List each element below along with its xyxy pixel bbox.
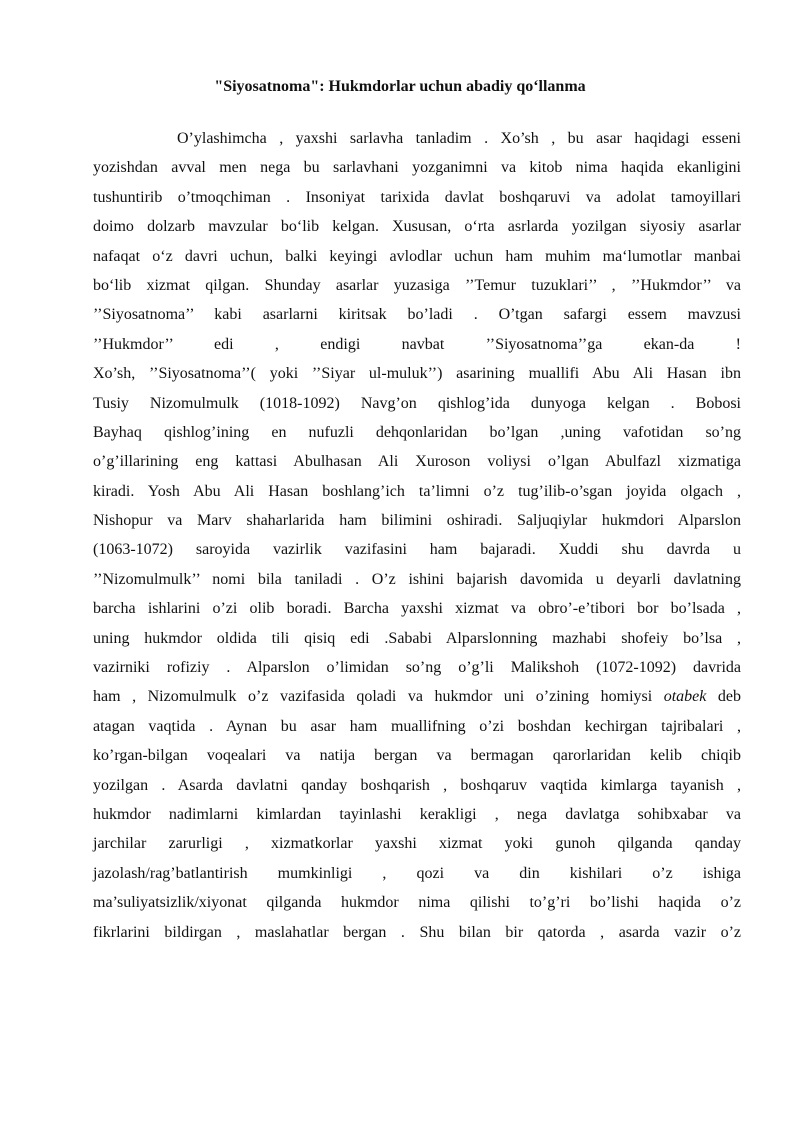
paragraph-line: fikrlarini bildirgan , maslahatlar bergan . Shu bilan bir qatorda , asarda vazir o’z [93, 923, 741, 941]
line-text: ham , Nizomulmulk o’z vazifasida qoladi va hukmdor uni o’zining homiysi [93, 688, 653, 706]
paragraph-line: jazolash/rag’batlantirish mumkinligi , qozi va din kishilari o’z ishiga [93, 864, 741, 882]
paragraph-line: ko’rgan-bilgan voqealari va natija bergan va bermagan qarorlaridan kelib chiqib [93, 747, 741, 765]
paragraph-line: Bayhaq qishlog’ining en nufuzli dehqonlaridan bo’lgan ,uning vafotidan so’ng [93, 423, 741, 441]
paragraph-line: nafaqat o‘z davri uchun, balki keyingi avlodlar uchun ham muhim ma‘lumotlar manbai [93, 247, 741, 265]
paragraph-line: Nishopur va Marv shaharlarida ham bilimini oshiradi. Saljuqiylar hukmdori Alparslon [93, 512, 741, 530]
paragraph-line: ’’Hukmdor’’ edi , endigi navbat ’’Siyosatnoma’’ga ekan-da ! [93, 335, 741, 353]
paragraph-line: (1063-1072) saroyida vazirlik vazifasini ham bajaradi. Xuddi shu davrda u [93, 541, 741, 559]
paragraph-line: yozishdan avval men nega bu sarlavhani yozganimni va kitob nima haqida ekanligini [93, 159, 741, 177]
paragraph-line: yozilgan . Asarda davlatni qanday boshqarish , boshqaruv vaqtida kimlarga tayanish , [93, 776, 741, 794]
document-title: "Siyosatnoma": Hukmdorlar uchun abadiy qo‘llanma [214, 78, 586, 95]
paragraph-line: vazirniki rofiziy . Alparslon o’limidan so’ng o’g’li Malikshoh (1072-1092) davrida [93, 659, 741, 677]
paragraph-line: kiradi. Yosh Abu Ali Hasan boshlang’ich ta’limni o’z tug’ilib-o’sgan joyida olgach , [93, 482, 741, 500]
paragraph-line: ’’Siyosatnoma’’ kabi asarlarni kiritsak bo’ladi . O’tgan safargi essem mavzusi [93, 306, 741, 324]
paragraph-line: ma’suliyatsizlik/xiyonat qilganda hukmdor nima qilishi to’g’ri bo’lishi haqida o’z [93, 894, 741, 912]
paragraph-line: O’ylashimcha , yaxshi sarlavha tanladim . Xo’sh , bu asar haqidagi esseni [177, 130, 741, 147]
paragraph-line: bo‘lib xizmat qilgan. Shunday asarlar yuzasiga ’’Temur tuzuklari’’ , ’’Hukmdor’’ va [93, 276, 741, 294]
paragraph-line: Xo’sh, ’’Siyosatnoma’’( yoki ’’Siyar ul-muluk’’) asarining muallifi Abu Ali Hasan ibn [93, 365, 741, 383]
paragraph-line: atagan vaqtida . Aynan bu asar ham muallifning o’zi boshdan kechirgan tajribalari , [93, 717, 741, 735]
paragraph-line: barcha ishlarini o’zi olib boradi. Barcha yaxshi xizmat va obro’-e’tibori bor bo’lsada , [93, 600, 741, 618]
paragraph-line: tushuntirib o’tmoqchiman . Insoniyat tarixida davlat boshqaruvi va adolat tamoyillari [93, 188, 741, 206]
italic-term: otabek [663, 688, 707, 706]
paragraph-line [93, 682, 741, 711]
paragraph-line: jarchilar zarurligi , xizmatkorlar yaxshi xizmat yoki gunoh qilganda qanday [93, 835, 741, 853]
paragraph-line: o’g’illarining eng kattasi Abulhasan Ali Xuroson voliysi o’lgan Abulfazl xizmatiga [93, 453, 741, 471]
line-text: deb [717, 688, 742, 706]
paragraph-line: ’’Nizomulmulk’’ nomi bila taniladi . O’z ishini bajarish davomida u deyarli davlatning [93, 570, 741, 588]
essay-body [93, 124, 741, 947]
paragraph-line: Tusiy Nizomulmulk (1018-1092) Navg’on qishlog’ida dunyoga kelgan . Bobosi [93, 394, 741, 412]
paragraph-line: uning hukmdor oldida tili qisiq edi .Sababi Alparslonning mazhabi shofeiy bo’lsa , [93, 629, 741, 647]
paragraph-line: hukmdor nadimlarni kimlardan tayinlashi kerakligi , nega davlatga sohibxabar va [93, 805, 741, 823]
paragraph-line: doimo dolzarb mavzular bo‘lib kelgan. Xususan, o‘rta asrlarda yozilgan siyosiy asarlar [93, 218, 741, 236]
